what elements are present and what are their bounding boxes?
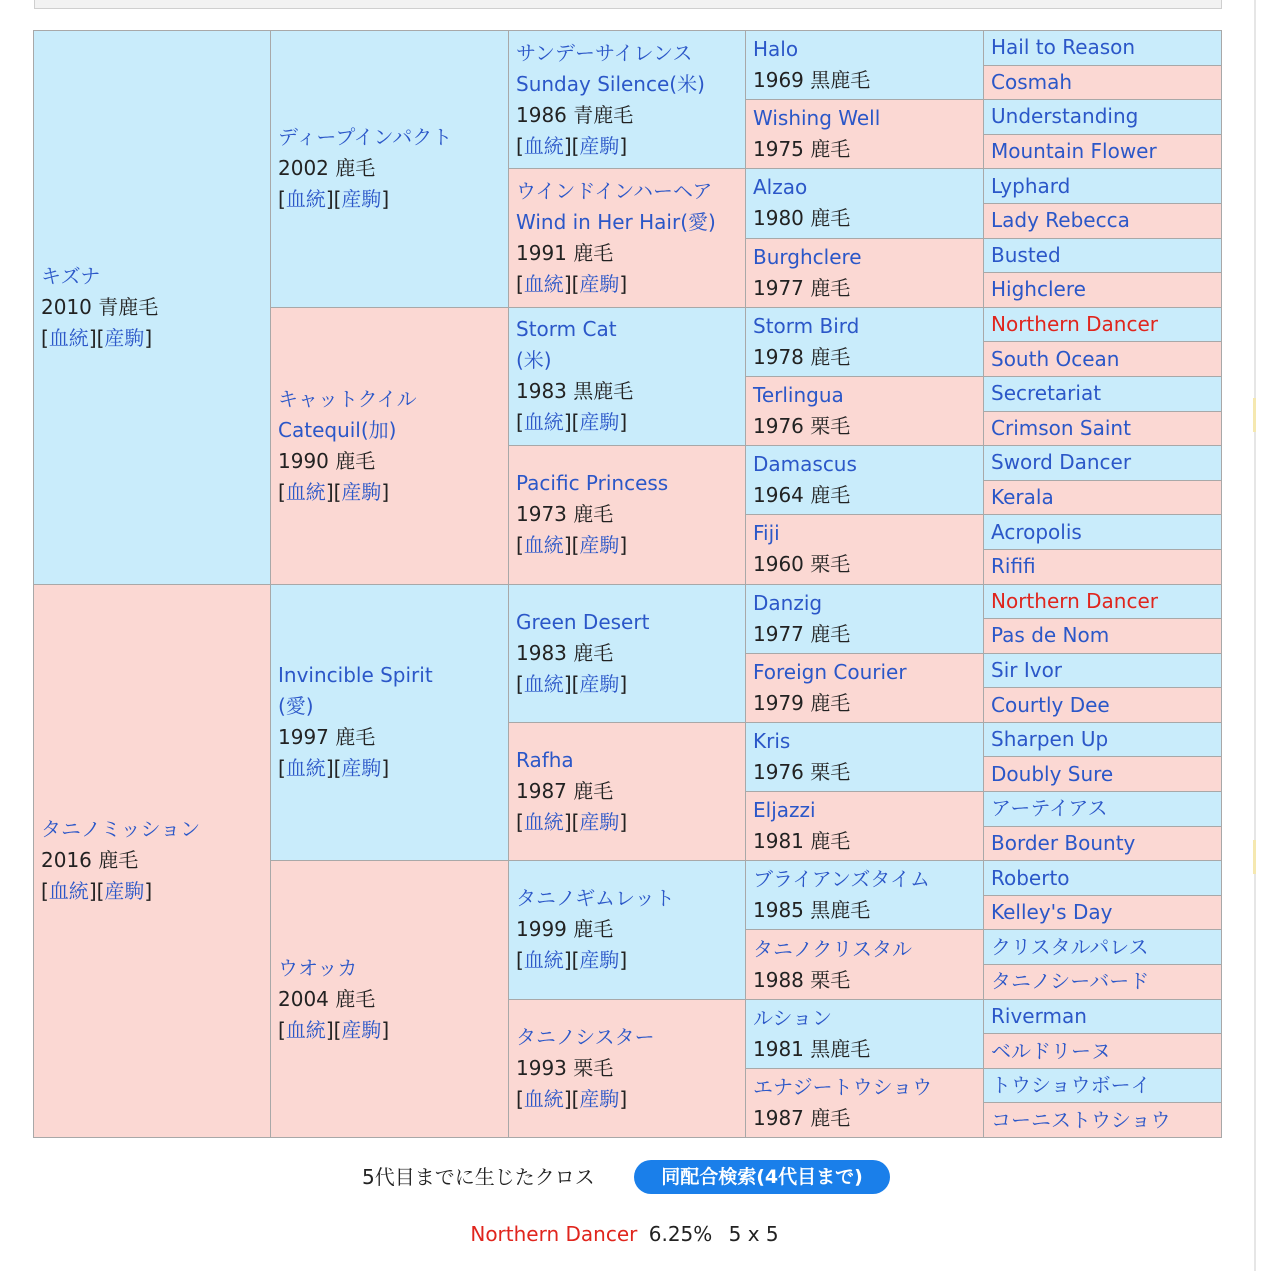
gen4-cell <box>746 584 984 653</box>
pedigree-link[interactable]: 血統 <box>285 756 326 781</box>
horse-name-link[interactable]: タニノシスター <box>516 1024 655 1049</box>
horse-name-link[interactable]: Cosmah <box>991 69 1073 94</box>
horse-info: 2016 鹿毛 <box>41 848 139 873</box>
horse-name-link[interactable]: Storm Bird <box>753 313 860 338</box>
previous-section-frame <box>34 0 1222 9</box>
offspring-link[interactable]: 産駒 <box>579 133 620 158</box>
gen2-cell <box>271 307 509 584</box>
horse-links: [血統][産駒] <box>516 533 628 558</box>
horse-name-link[interactable]: Halo <box>753 37 799 62</box>
gen3-cell <box>509 584 746 722</box>
gen5-cell <box>984 342 1222 377</box>
offspring-link[interactable]: 産駒 <box>579 410 620 435</box>
horse-name-link[interactable]: タニノギムレット <box>516 886 675 911</box>
horse-name-link[interactable]: ブライアンズタイム <box>753 867 930 892</box>
gen3-cell <box>509 307 746 445</box>
gen4-cell <box>746 515 984 584</box>
horse-name-en-link[interactable]: Wind in Her Hair(愛) <box>516 210 716 235</box>
same-mating-search-button[interactable]: 同配合検索(4代目まで) <box>634 1160 890 1194</box>
offspring-link[interactable]: 産駒 <box>579 272 620 297</box>
horse-info: 1964 鹿毛 <box>753 483 851 508</box>
gen5-cell <box>984 688 1222 723</box>
horse-name-link[interactable]: Secretariat <box>991 381 1102 406</box>
pedigree-link[interactable]: 血統 <box>48 879 89 904</box>
horse-name-link[interactable]: キズナ <box>41 263 101 288</box>
horse-info: 1983 黒鹿毛 <box>516 379 634 404</box>
horse-links: [血統][産駒] <box>516 410 628 435</box>
gen5-cell <box>984 619 1222 654</box>
horse-name-link[interactable]: Alzao <box>753 175 808 200</box>
horse-name-link[interactable]: Lady Rebecca <box>991 208 1130 233</box>
offspring-link[interactable]: 産駒 <box>341 1017 382 1042</box>
gen4-cell <box>746 446 984 515</box>
horse-name-link[interactable]: ウインドインハーヘア <box>516 179 713 204</box>
horse-name-link[interactable]: タニノクリスタル <box>753 936 912 961</box>
horse-info: 2010 青鹿毛 <box>41 294 159 319</box>
horse-name-link[interactable]: キャットクイル <box>278 386 417 411</box>
gen4-cell <box>746 100 984 169</box>
gen4-cell <box>746 1068 984 1137</box>
gen5-cell <box>984 792 1222 827</box>
horse-info: 1975 鹿毛 <box>753 137 851 162</box>
horse-name-link[interactable]: Sword Dancer <box>991 450 1132 475</box>
horse-info: 1978 鹿毛 <box>753 344 851 369</box>
cross-section-title: 5代目までに生じたクロス <box>362 1165 595 1189</box>
horse-info: 1979 鹿毛 <box>753 690 851 715</box>
horse-info: 2002 鹿毛 <box>278 156 376 181</box>
horse-links: [血統][産駒] <box>278 756 390 781</box>
gen2-cell <box>271 31 509 308</box>
horse-name-link[interactable]: クリスタルパレス <box>991 934 1149 959</box>
horse-name-link[interactable]: Sharpen Up <box>991 727 1109 752</box>
gen5-cell <box>984 169 1222 204</box>
gen3-cell <box>509 446 746 584</box>
horse-name-link[interactable]: タニノミッション <box>41 817 201 842</box>
horse-name-link[interactable]: コーニストウショウ <box>991 1107 1171 1132</box>
gen4-cell <box>746 31 984 100</box>
pedigree-link[interactable]: 血統 <box>523 810 564 835</box>
horse-name-link[interactable]: エナジートウショウ <box>753 1074 933 1099</box>
horse-name-link[interactable]: South Ocean <box>991 346 1120 371</box>
horse-name-link[interactable]: Kerala <box>991 485 1054 510</box>
gen5-cell <box>984 273 1222 308</box>
horse-name-en-link[interactable]: (愛) <box>278 694 314 719</box>
horse-links: [血統][産駒] <box>278 187 390 212</box>
pedigree-link[interactable]: 血統 <box>523 410 564 435</box>
gen4-cell <box>746 722 984 791</box>
horse-name-link[interactable]: Rafha <box>516 748 574 773</box>
gen5-cell <box>984 376 1222 411</box>
scroll-marker <box>1253 398 1256 432</box>
gen5-cell <box>984 203 1222 238</box>
gen5-cell <box>984 965 1222 1000</box>
horse-name-link[interactable]: トウショウボーイ <box>991 1073 1151 1098</box>
pedigree-row <box>34 31 1222 66</box>
horse-links: [血統][産駒] <box>41 325 153 350</box>
horse-info: 1987 鹿毛 <box>753 1105 851 1130</box>
gen3-cell <box>509 861 746 999</box>
cross-horse-link[interactable]: Northern Dancer <box>470 1222 638 1246</box>
gen5-cell <box>984 861 1222 896</box>
horse-name-link[interactable]: ディープインパクト <box>278 125 453 150</box>
cross-percent: 6.25% <box>648 1222 713 1246</box>
horse-name-link[interactable]: Eljazzi <box>753 798 816 823</box>
offspring-link[interactable]: 産駒 <box>579 1086 620 1111</box>
horse-info: 2004 鹿毛 <box>278 986 376 1011</box>
horse-links: [血統][産駒] <box>516 1086 628 1111</box>
horse-links: [血統][産駒] <box>278 479 390 504</box>
horse-info: 1993 栗毛 <box>516 1055 614 1080</box>
horse-name-link[interactable]: Hail to Reason <box>991 35 1136 60</box>
cross-pattern: 5 x 5 <box>728 1222 779 1246</box>
horse-info: 1981 鹿毛 <box>753 829 851 854</box>
gen5-cell <box>984 757 1222 792</box>
horse-name-link[interactable]: Kris <box>753 728 791 753</box>
pedigree-link[interactable]: 血統 <box>285 187 326 212</box>
horse-name-link[interactable]: Crimson Saint <box>991 415 1131 440</box>
pedigree-link[interactable]: 血統 <box>285 1017 326 1042</box>
gen3-cell <box>509 999 746 1137</box>
horse-name-link[interactable]: Storm Cat <box>516 317 617 342</box>
gen2-cell <box>271 584 509 861</box>
gen5-cell <box>984 584 1222 619</box>
pedigree-link[interactable]: 血統 <box>523 272 564 297</box>
gen2-cell <box>271 861 509 1138</box>
gen5-cell <box>984 653 1222 688</box>
horse-info: 1983 鹿毛 <box>516 640 614 665</box>
horse-name-link[interactable]: Courtly Dee <box>991 692 1110 717</box>
gen5-cell <box>984 1068 1222 1103</box>
gen5-cell <box>984 999 1222 1034</box>
gen4-cell <box>746 169 984 238</box>
horse-name-link[interactable]: Invincible Spirit <box>278 663 433 688</box>
gen5-cell <box>984 307 1222 342</box>
gen5-cell <box>984 930 1222 965</box>
gen4-cell <box>746 930 984 999</box>
gen4-cell <box>746 999 984 1068</box>
gen5-cell <box>984 238 1222 273</box>
horse-name-en-link[interactable]: (米) <box>516 348 552 373</box>
horse-name-link[interactable]: Pas de Nom <box>991 623 1110 648</box>
horse-name-en-link[interactable]: Catequil(加) <box>278 417 397 442</box>
gen5-cell <box>984 480 1222 515</box>
horse-info: 1976 栗毛 <box>753 759 851 784</box>
offspring-link[interactable]: 産駒 <box>104 879 145 904</box>
horse-name-link[interactable]: Mountain Flower <box>991 139 1157 164</box>
offspring-link[interactable]: 産駒 <box>579 948 620 973</box>
pedigree-link[interactable]: 血統 <box>523 533 564 558</box>
horse-info: 1973 鹿毛 <box>516 502 614 527</box>
horse-name-link[interactable]: Riverman <box>991 1003 1087 1028</box>
horse-links: [血統][産駒] <box>278 1017 390 1042</box>
horse-info: 1987 鹿毛 <box>516 779 614 804</box>
gen5-cell <box>984 446 1222 481</box>
gen4-cell <box>746 376 984 445</box>
pedigree-link[interactable]: 血統 <box>285 479 326 504</box>
horse-name-link[interactable]: ベルドリーヌ <box>991 1038 1111 1063</box>
gen5-cell <box>984 549 1222 584</box>
horse-info: 1960 栗毛 <box>753 552 851 577</box>
pedigree-link[interactable]: 血統 <box>523 133 564 158</box>
offspring-link[interactable]: 産駒 <box>579 671 620 696</box>
horse-links: [血統][産駒] <box>41 879 153 904</box>
pedigree-link[interactable]: 血統 <box>523 671 564 696</box>
pedigree-table <box>33 30 1222 1138</box>
horse-name-link[interactable]: サンデーサイレンス <box>516 40 693 65</box>
gen5-cell <box>984 515 1222 550</box>
cross-row <box>0 1220 1254 1248</box>
pedigree-link[interactable]: 血統 <box>523 1086 564 1111</box>
horse-name-link[interactable]: Terlingua <box>753 383 844 408</box>
horse-info: 1981 黒鹿毛 <box>753 1036 871 1061</box>
offspring-link[interactable]: 産駒 <box>341 756 382 781</box>
gen5-cell <box>984 100 1222 135</box>
gen4-cell <box>746 307 984 376</box>
horse-name-link[interactable]: Burghclere <box>753 244 862 269</box>
pedigree-link[interactable]: 血統 <box>48 325 89 350</box>
pedigree-link[interactable]: 血統 <box>523 948 564 973</box>
horse-info: 1991 鹿毛 <box>516 241 614 266</box>
horse-name-link[interactable]: Foreign Courier <box>753 659 907 684</box>
horse-links: [血統][産駒] <box>516 133 628 158</box>
horse-info: 1985 黒鹿毛 <box>753 898 871 923</box>
offspring-link[interactable]: 産駒 <box>341 187 382 212</box>
horse-name-en-link[interactable]: Sunday Silence(米) <box>516 71 705 96</box>
gen5-cell <box>984 65 1222 100</box>
gen5-cell <box>984 134 1222 169</box>
gen1-cell <box>34 584 271 1138</box>
gen5-cell <box>984 411 1222 446</box>
horse-name-link[interactable]: Pacific Princess <box>516 471 669 496</box>
horse-info: 1976 栗毛 <box>753 414 851 439</box>
horse-name-link[interactable]: Acropolis <box>991 519 1082 544</box>
gen3-cell <box>509 31 746 169</box>
horse-name-link[interactable]: Danzig <box>753 590 823 615</box>
horse-info: 1999 鹿毛 <box>516 917 614 942</box>
offspring-link[interactable]: 産駒 <box>579 533 620 558</box>
horse-name-link[interactable]: タニノシーバード <box>991 969 1150 994</box>
horse-name-link[interactable]: Kelley's Day <box>991 900 1113 925</box>
horse-info: 1977 鹿毛 <box>753 621 851 646</box>
gen4-cell <box>746 653 984 722</box>
gen5-cell <box>984 895 1222 930</box>
gen5-cell <box>984 722 1222 757</box>
horse-name-link[interactable]: Wishing Well <box>753 106 881 131</box>
horse-info: 1969 黒鹿毛 <box>753 68 871 93</box>
offspring-link[interactable]: 産駒 <box>341 479 382 504</box>
horse-name-link[interactable]: Rififi <box>991 554 1036 579</box>
horse-name-link[interactable]: Border Bounty <box>991 830 1136 855</box>
horse-name-link[interactable]: Highclere <box>991 277 1086 302</box>
gen4-cell <box>746 861 984 930</box>
horse-name-link[interactable]: Northern Dancer <box>991 588 1159 613</box>
horse-name-link[interactable]: Damascus <box>753 452 857 477</box>
gen5-cell <box>984 826 1222 861</box>
horse-name-link[interactable]: Fiji <box>753 521 780 546</box>
gen5-cell <box>984 1103 1222 1138</box>
gen3-cell <box>509 169 746 307</box>
horse-links: [血統][産駒] <box>516 948 628 973</box>
page-scrollbar[interactable] <box>1254 0 1256 1271</box>
horse-name-link[interactable]: Northern Dancer <box>991 312 1159 337</box>
horse-links: [血統][産駒] <box>516 671 628 696</box>
horse-name-link[interactable]: アーテイアス <box>991 796 1108 821</box>
horse-name-link[interactable]: Sir Ivor <box>991 657 1063 682</box>
horse-name-link[interactable]: Understanding <box>991 104 1139 129</box>
horse-name-link[interactable]: ウオッカ <box>278 955 358 980</box>
offspring-link[interactable]: 産駒 <box>579 810 620 835</box>
horse-name-link[interactable]: ルション <box>753 1005 833 1030</box>
gen3-cell <box>509 722 746 860</box>
horse-name-link[interactable]: Busted <box>991 242 1061 267</box>
horse-name-link[interactable]: Roberto <box>991 865 1070 890</box>
horse-info: 1997 鹿毛 <box>278 725 376 750</box>
horse-links: [血統][産駒] <box>516 810 628 835</box>
horse-info: 1990 鹿毛 <box>278 448 376 473</box>
horse-name-link[interactable]: Green Desert <box>516 609 650 634</box>
horse-info: 1980 鹿毛 <box>753 206 851 231</box>
horse-name-link[interactable]: Doubly Sure <box>991 761 1114 786</box>
gen5-cell <box>984 31 1222 66</box>
horse-info: 1988 栗毛 <box>753 967 851 992</box>
gen4-cell <box>746 238 984 307</box>
scroll-marker <box>1253 840 1256 874</box>
pedigree-row <box>34 584 1222 619</box>
horse-name-link[interactable]: Lyphard <box>991 173 1071 198</box>
horse-links: [血統][産駒] <box>516 272 628 297</box>
gen4-cell <box>746 792 984 861</box>
horse-info: 1986 青鹿毛 <box>516 102 634 127</box>
offspring-link[interactable]: 産駒 <box>104 325 145 350</box>
horse-info: 1977 鹿毛 <box>753 275 851 300</box>
gen5-cell <box>984 1034 1222 1069</box>
gen1-cell <box>34 31 271 585</box>
